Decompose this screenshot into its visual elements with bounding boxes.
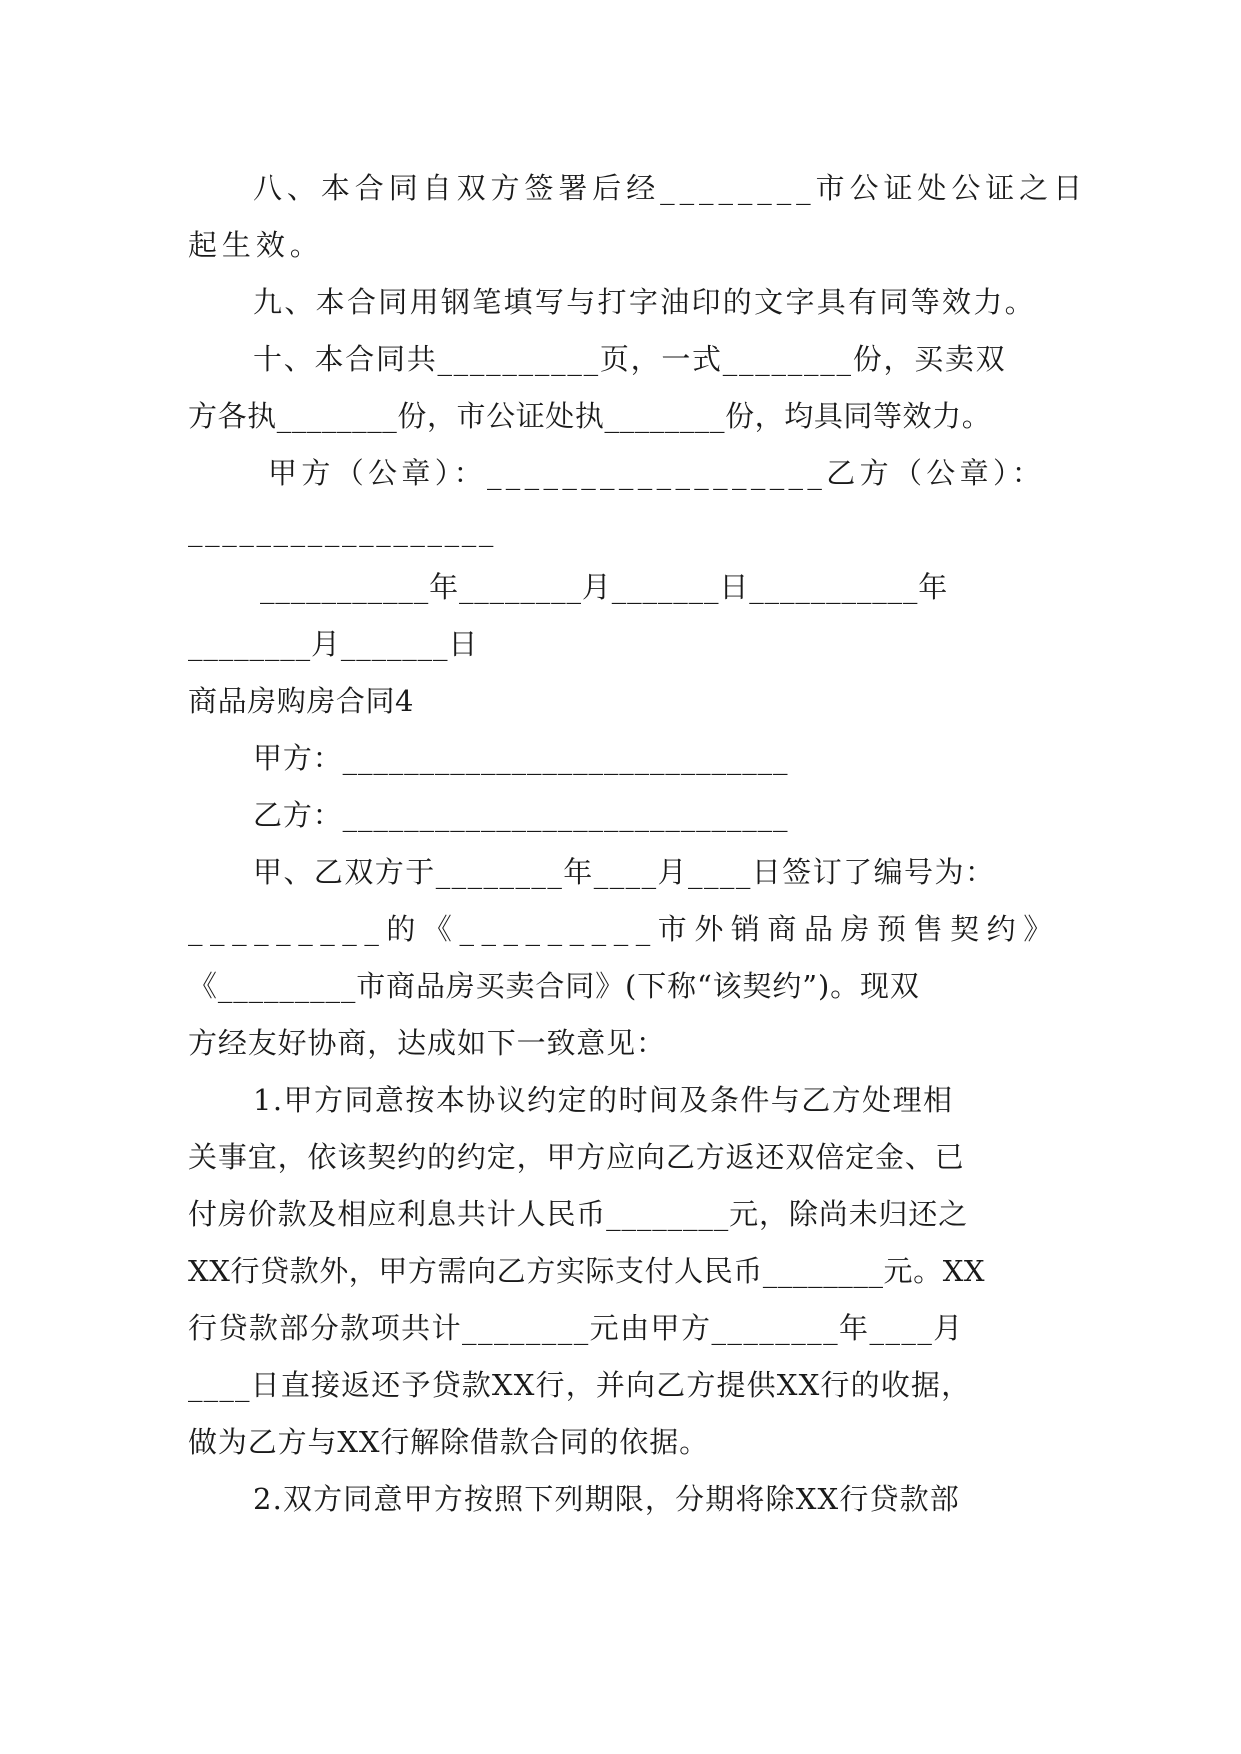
clause-10-line-1: 十、本合同共__________页，一式________份，买卖双 [253,342,1007,376]
intro-line-2: _________的《_________市外销商品房预售契约》 [188,912,1060,946]
item-1-line-2: 关事宜，依该契约的约定，甲方应向乙方返还双倍定金、已 [188,1140,965,1174]
clause-10-line-2: 方各执________份，市公证处执________份，均具同等效力。 [188,399,992,433]
party-a-line: 甲方：_____________________________ [253,741,789,775]
seal-blank: __________________ [188,513,496,547]
intro-line-3: 《_________市商品房买卖合同》(下称“该契约”)。现双 [188,969,920,1003]
clause-8-line-1: 八、本合同自双方签署后经________市公证处公证之日 [253,171,1088,205]
item-1-line-4: XX行贷款外，甲方需向乙方实际支付人民币________元。XX [188,1254,986,1288]
clause-9: 九、本合同用钢笔填写与打字油印的文字具有同等效力。 [253,285,1037,319]
intro-line-1: 甲、乙双方于________年____月____日签订了编号为： [253,855,996,889]
party-b-line: 乙方：_____________________________ [253,798,789,832]
item-1-line-3: 付房价款及相应利息共计人民币________元，除尚未归还之 [188,1197,969,1231]
date-line-2: ________月_______日 [188,627,479,661]
item-1-line-6: ____日直接返还予贷款XX行，并向乙方提供XX行的收据， [188,1368,972,1402]
date-line-1: ___________年________月_______日___________年 [260,570,949,604]
clause-8-line-2: 起生效。 [188,228,324,262]
intro-line-4: 方经友好协商，达成如下一致意见： [188,1026,666,1060]
item-2-line-1: 2.双方同意甲方按照下列期限，分期将除XX行贷款部 [253,1482,960,1516]
item-1-line-5: 行贷款部分款项共计________元由甲方________年____月 [188,1311,964,1345]
contract-title: 商品房购房合同4 [188,684,415,718]
item-1-line-1: 1.甲方同意按本协议约定的时间及条件与乙方处理相 [253,1083,954,1117]
seal-line: 甲方（公章）：__________________乙方（公章）： [268,456,1046,490]
item-1-line-7: 做为乙方与XX行解除借款合同的依据。 [188,1425,709,1459]
